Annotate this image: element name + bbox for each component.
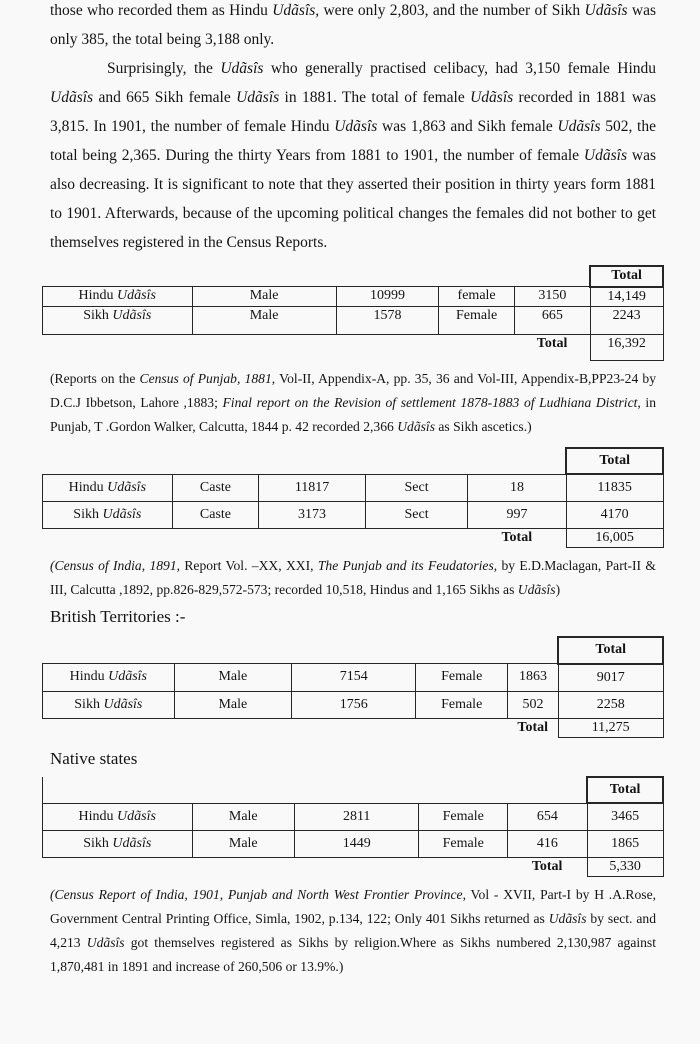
grand-total-label: Total [536, 335, 568, 351]
row-label: Sikh Udãsîs [43, 691, 175, 718]
table-row [43, 287, 664, 307]
table-cell: Male [192, 287, 336, 307]
table-row [43, 306, 664, 334]
footer-spacer [43, 529, 468, 548]
header-spacer [172, 448, 566, 475]
table-row [43, 803, 664, 831]
header-spacer [43, 637, 175, 664]
table-header-row [43, 448, 664, 475]
grand-total-label: Total [501, 530, 533, 545]
table-footer-row [43, 529, 664, 548]
table-cell: 1756 [292, 691, 416, 718]
table-row [43, 502, 664, 529]
total-column-header: Total [558, 637, 663, 664]
table-cell: Female [419, 803, 508, 831]
table-cell: 2258 [558, 691, 663, 718]
table-header-row [43, 266, 664, 287]
total-column-header: Total [590, 266, 663, 287]
table-cell: 502 [508, 691, 559, 718]
table-cell: 997 [468, 502, 567, 529]
table-cell: 14,149 [590, 287, 663, 307]
footer-spacer [43, 718, 508, 737]
table-cell: 2243 [590, 306, 663, 334]
header-spacer [43, 266, 193, 287]
table-cell: 11835 [566, 474, 663, 502]
row-label: Hindu Udãsîs [43, 287, 193, 307]
table-cell: 665 [514, 306, 590, 334]
citation-census-1901: (Census Report of India, 1901, Punjab and North West Frontier Province, Vol - XVII, Part-I by H .A.Rose, Government Central Printing Office, Simla, 1902, p.134, 122; Only 401 Sikhs returned as Udãsîs by sect. and 4,213 Udãsîs got themselves registered as Sikhs by religion.Where as Sikhs numbered 2,130,987 against 1,870,481 in 1891 and increase of 260,506 or 13.9%.) [50, 887, 657, 974]
table-cell: Sect [365, 474, 467, 502]
table-cell: 1449 [295, 831, 419, 858]
table-cell: 1863 [508, 664, 559, 692]
table-cell: 654 [508, 803, 588, 831]
census-table-1881 [42, 265, 664, 361]
total-column-header: Total [587, 777, 663, 804]
table-cell: 7154 [292, 664, 416, 692]
header-spacer [192, 777, 587, 804]
header-spacer [43, 448, 173, 475]
row-label: Sikh Udãsîs [43, 831, 193, 858]
citation-census-1881: (Reports on the Census of Punjab, 1881, Vol-II, Appendix-A, pp. 35, 36 and Vol-III, Appendix-B,PP23-24 by D.C.J Ibbetson, Lahore ,1883; Final report on the Revision of settlement 1878-1883 of Ludhiana District, in Punjab, T .Gordon Walker, Calcutta, 1844 p. 42 recorded 2,366 Udãsîs as Sikh ascetics.) [50, 370, 657, 434]
table-row [43, 691, 664, 718]
table-footer-row [43, 334, 664, 360]
citation-census-1891: (Census of India, 1891, Report Vol. –XX, XXI, The Punjab and its Feudatories, by E.D.Maclagan, Part-II & III, Calcutta ,1892, pp.826-829,572-573; recorded 10,518, Hindus and 1,165 Sikhs as Udãsîs) [50, 558, 656, 597]
table-row [43, 831, 664, 858]
table-cell: Female [439, 306, 515, 334]
table-cell: Male [192, 803, 295, 831]
census-table-1901-british [42, 636, 664, 738]
table-row [43, 474, 664, 502]
census-table-1901-native [42, 776, 664, 878]
table-cell: female [439, 287, 515, 307]
table-cell: 10999 [336, 287, 439, 307]
grand-total-value: 11,275 [558, 718, 663, 737]
row-label: Sikh Udãsîs [43, 306, 193, 334]
total-column-header: Total [566, 448, 663, 475]
table-header-row [43, 777, 664, 804]
table-cell: 416 [508, 831, 588, 858]
grand-total-value: 5,330 [587, 858, 663, 877]
header-spacer [192, 266, 590, 287]
table-footer-row [43, 718, 664, 737]
grand-total-label: Total [531, 859, 563, 874]
table-cell: Female [416, 664, 508, 692]
table-cell: 3173 [259, 502, 366, 529]
table-cell: Male [174, 691, 291, 718]
table-cell: Female [419, 831, 508, 858]
table-row [43, 664, 664, 692]
table-cell: Sect [365, 502, 467, 529]
row-label: Hindu Udãsîs [43, 803, 193, 831]
row-label: Sikh Udãsîs [43, 502, 173, 529]
table-cell: Caste [172, 474, 259, 502]
grand-total-value: 16,005 [566, 529, 663, 548]
table-cell: 1865 [587, 831, 663, 858]
table-cell: 18 [468, 474, 567, 502]
header-spacer [43, 777, 193, 804]
table-cell: Female [416, 691, 508, 718]
table-cell: 3465 [587, 803, 663, 831]
heading-native-states: Native states [50, 748, 138, 768]
header-spacer [174, 637, 558, 664]
table-cell: Male [192, 306, 336, 334]
table-cell: Male [174, 664, 291, 692]
table-cell: 9017 [558, 664, 663, 692]
table-cell: 4170 [566, 502, 663, 529]
grand-total-label: Total [517, 719, 549, 735]
table-cell: 2811 [295, 803, 419, 831]
grand-total-value: 16,392 [590, 334, 663, 360]
table-cell: Male [192, 831, 295, 858]
paragraph-opening: those who recorded them as Hindu Udãsîs, were only 2,803, and the number of Sikh Udãsîs was only 385, the total being 3,188 only. [50, 2, 657, 48]
table-header-row [43, 637, 664, 664]
table-cell: Caste [172, 502, 259, 529]
table-cell: 3150 [514, 287, 590, 307]
paragraph-female-stats: Surprisingly, the Udãsîs who generally practised celibacy, had 3,150 female Hindu Udãsîs and 665 Sikh female Udãsîs in 1881. The total of female Udãsîs recorded in 1881 was 3,815. In 1901, the number of female Hindu Udãsîs was 1,863 and Sikh female Udãsîs 502, the total being 2,365. During the thirty Years from 1881 to 1901, the number of female Udãsîs was also decreasing. It is significant to note that they asserted their position in thirty years form 1881 to 1901. Afterwards, because of the upcoming political changes the females did not bother to get themselves registered in the Census Reports. [50, 60, 656, 251]
census-table-1891 [42, 447, 664, 549]
table-cell: 1578 [336, 306, 439, 334]
footer-spacer [43, 334, 515, 360]
table-cell: 11817 [259, 474, 366, 502]
row-label: Hindu Udãsîs [43, 474, 173, 502]
row-label: Hindu Udãsîs [43, 664, 175, 692]
footer-spacer [43, 858, 508, 877]
table-footer-row [43, 858, 664, 877]
heading-british-territories: British Territories :- [50, 607, 186, 626]
